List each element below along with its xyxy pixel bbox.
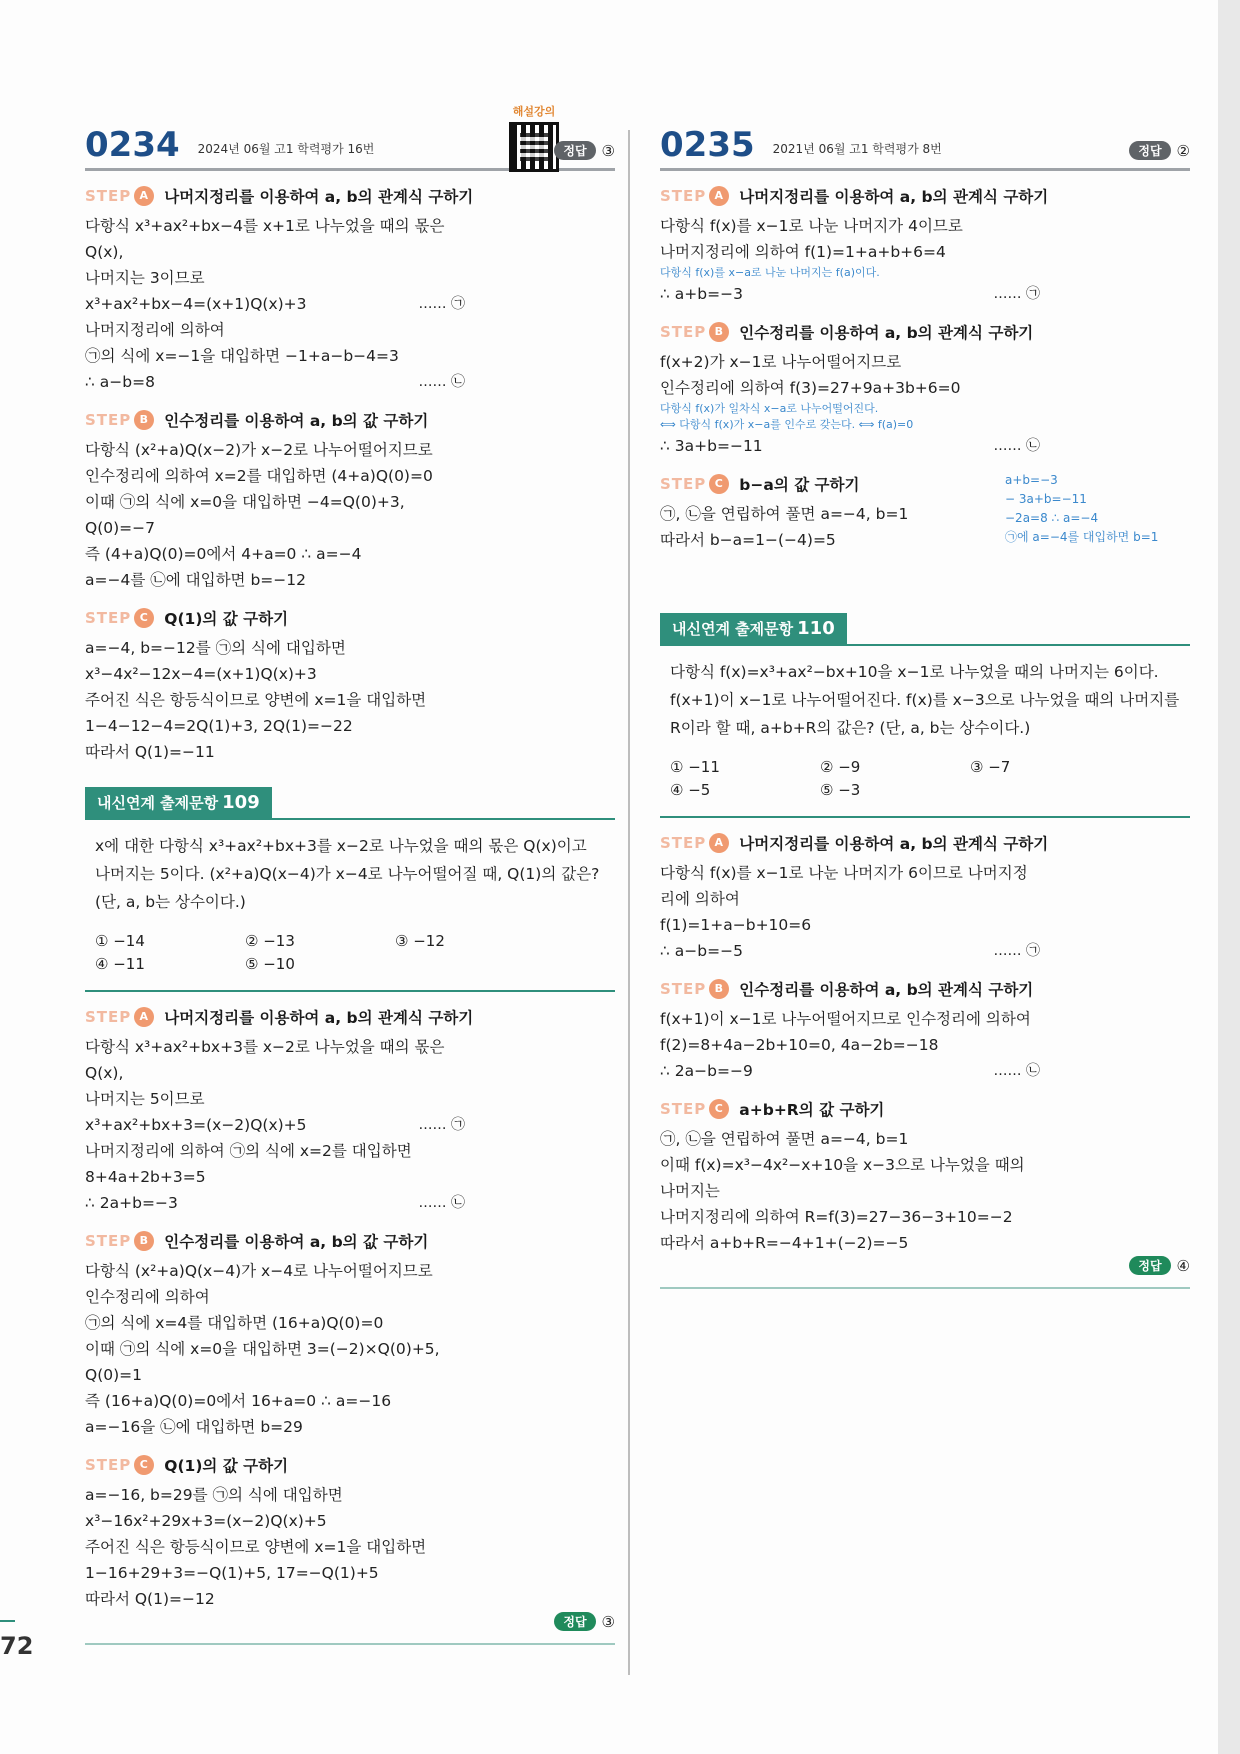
neisin-question: x에 대한 다항식 x³+ax²+bx+3를 x−2로 나누었을 때의 몫은 Q(x)이고 나머지는 5이다. (x²+a)Q(x−4)가 x−4로 나누어떨어질 때, Q(1)의 값은? (단, a, b는 상수이다.)	[95, 837, 600, 911]
step-letter-icon: C	[709, 474, 729, 494]
step-title: 나머지정리를 이용하여 a, b의 관계식 구하기	[739, 835, 1049, 853]
line-text: x³+ax²+bx−4=(x+1)Q(x)+3	[85, 295, 307, 313]
problem-source: 2021년 06월 고1 학력평가 8번	[772, 142, 942, 156]
line-text: 다항식 f(x)를 x−1로 나눈 나머지가 4이므로	[660, 217, 963, 235]
solution-line	[85, 739, 615, 765]
step-word: STEP	[660, 475, 707, 493]
final-answer-pill: 정답	[554, 1612, 595, 1631]
system-line: −2a=8 ∴ a=−4	[1005, 511, 1099, 525]
equation-tag: …… ㉠	[418, 296, 465, 312]
line-text: a=−16을 ㉡에 대입하면 b=29	[85, 1418, 303, 1436]
page-edge	[1218, 0, 1240, 1754]
line-text: a=−16, b=29를 ㉠의 식에 대입하면	[85, 1486, 343, 1504]
solution-line	[85, 687, 615, 713]
solution-line	[85, 1336, 615, 1388]
choices	[670, 756, 1180, 802]
solution-line	[85, 1534, 615, 1560]
step-title: 나머지정리를 이용하여 a, b의 관계식 구하기	[164, 188, 474, 206]
step-letter-icon: B	[134, 410, 154, 430]
step-word: STEP	[85, 411, 132, 429]
step-letter-icon: A	[709, 833, 729, 853]
step-title: 나머지정리를 이용하여 a, b의 관계식 구하기	[164, 1009, 474, 1027]
page-number-rule	[0, 1620, 15, 1622]
step-badge	[85, 608, 154, 628]
line-text: 다항식 (x²+a)Q(x−2)가 x−2로 나누어떨어지므로	[85, 441, 433, 459]
choices	[95, 930, 605, 976]
solution-line	[660, 938, 1190, 964]
solution-line	[85, 1284, 615, 1310]
solution-line	[85, 567, 615, 593]
step-word: STEP	[660, 1100, 707, 1118]
solution-line	[85, 1310, 615, 1336]
step-word: STEP	[85, 1008, 132, 1026]
problem-header	[660, 115, 1190, 171]
neisin-question: 다항식 f(x)=x³+ax²−bx+10을 x−1로 나누었을 때의 나머지는 6이다. f(x+1)이 x−1로 나누어떨어진다. f(x)를 x−3으로 나누었을 때의 나머지를 R이라 할 때, a+b+R의 값은? (단, a, b는 상수이다.)	[670, 663, 1180, 737]
line-text: 따라서 b−a=1−(−4)=5	[660, 531, 836, 549]
line-text: ∴ a−b=−5	[660, 942, 743, 960]
step-letter-icon: B	[709, 322, 729, 342]
choice-item: ④ −11	[95, 955, 145, 973]
step-letter-icon: B	[134, 1231, 154, 1251]
step-header	[660, 185, 1190, 207]
line-text: a=−4, b=−12를 ㉠의 식에 대입하면	[85, 639, 346, 657]
line-text: f(x+1)이 x−1로 나누어떨어지므로 인수정리에 의하여	[660, 1010, 1031, 1028]
solution-line	[660, 1204, 1190, 1230]
step-letter-icon: C	[709, 1099, 729, 1119]
line-text: 이때 f(x)=x³−4x²−x+10을 x−3으로 나누었을 때의 나머지는	[660, 1156, 1025, 1200]
line-text: f(1)=1+a−b+10=6	[660, 916, 812, 934]
step-title: b−a의 값 구하기	[739, 476, 860, 494]
final-answer	[660, 1256, 1190, 1275]
solution-line	[85, 1388, 615, 1414]
solution-line	[85, 1258, 615, 1284]
line-text: 나머지정리에 의하여 R=f(3)=27−36−3+10=−2	[660, 1208, 1013, 1226]
line-text: 다항식 x³+ax²+bx−4를 x+1로 나누었을 때의 몫은 Q(x),	[85, 217, 445, 261]
system-note	[1005, 471, 1158, 547]
step-badge	[660, 322, 729, 342]
line-text: x³−4x²−12x−4=(x+1)Q(x)+3	[85, 665, 317, 683]
neisin-question-box	[85, 820, 615, 992]
answer-value: ②	[1176, 141, 1190, 160]
solution-line	[85, 489, 615, 541]
solution-line	[660, 239, 1190, 265]
step-title: 인수정리를 이용하여 a, b의 값 구하기	[164, 1233, 429, 1251]
system-line: ㉠에 a=−4를 대입하면 b=1	[1005, 530, 1159, 544]
step-letter-icon: A	[709, 186, 729, 206]
left-column	[85, 105, 615, 1645]
solution-line	[85, 1586, 615, 1612]
solution-line	[85, 1138, 615, 1190]
equation-tag: …… ㉡	[418, 374, 465, 390]
equation-tag: …… ㉠	[418, 1117, 465, 1133]
line-text: ㉠의 식에 x=4를 대입하면 (16+a)Q(0)=0	[85, 1314, 384, 1332]
solution-line	[660, 349, 1190, 375]
solution-line	[85, 1086, 615, 1112]
line-text: 따라서 a+b+R=−4+1+(−2)=−5	[660, 1234, 909, 1252]
line-text: x³+ax²+bx+3=(x−2)Q(x)+5	[85, 1116, 307, 1134]
step-header	[85, 1230, 615, 1252]
problem-source: 2024년 06월 고1 학력평가 16번	[197, 142, 375, 156]
line-text: 인수정리에 의하여 f(3)=27+9a+3b+6=0	[660, 379, 961, 397]
step-badge	[85, 1455, 154, 1475]
line-text: 다항식 f(x)를 x−1로 나눈 나머지가 6이므로 나머지정리에 의하여	[660, 864, 1028, 908]
step-badge	[660, 186, 729, 206]
solution-line	[85, 1034, 615, 1086]
step-header	[660, 978, 1190, 1000]
solution-line	[85, 1414, 615, 1440]
neisin-header	[660, 613, 1190, 646]
equation-tag: …… ㉠	[993, 286, 1040, 302]
hint-note: ⟺ 다항식 f(x)가 x−a를 인수로 갖는다. ⟺ f(a)=0	[660, 418, 914, 431]
neisin-label: 내신연계 출제문항 110	[660, 613, 847, 644]
line-text: 나머지는 5이므로	[85, 1090, 205, 1108]
line-text: ∴ 2a−b=−9	[660, 1062, 753, 1080]
line-text: ㉠, ㉡을 연립하여 풀면 a=−4, b=1	[660, 505, 909, 523]
line-text: 1−16+29+3=−Q(1)+5, 17=−Q(1)+5	[85, 1564, 379, 1582]
equation-tag: …… ㉡	[993, 438, 1040, 454]
step-word: STEP	[85, 1456, 132, 1474]
final-answer-value: ③	[601, 1612, 615, 1631]
page-number: 72	[0, 1632, 34, 1660]
solution-line	[660, 433, 1190, 459]
solution-line	[85, 661, 615, 687]
solution-line	[85, 213, 615, 265]
answer-value: ③	[601, 141, 615, 160]
line-text: 주어진 식은 항등식이므로 양변에 x=1을 대입하면	[85, 1538, 427, 1556]
answer-pill: 정답	[1129, 141, 1170, 160]
solution-line	[85, 265, 615, 291]
solution-line	[85, 713, 615, 739]
step-header	[85, 185, 615, 207]
step-title: 나머지정리를 이용하여 a, b의 관계식 구하기	[739, 188, 1049, 206]
solution-line	[660, 281, 1190, 307]
system-line: − 3a+b=−11	[1005, 492, 1087, 506]
equation-tag: …… ㉠	[993, 943, 1040, 959]
solution-line	[85, 369, 615, 395]
line-text: 나머지정리에 의하여	[85, 321, 225, 339]
choice-item: ① −14	[95, 932, 145, 950]
end-rule	[660, 1287, 1190, 1289]
qr-label: 해설강의	[512, 105, 556, 118]
line-text: 나머지는 3이므로	[85, 269, 205, 287]
step-title: 인수정리를 이용하여 a, b의 값 구하기	[164, 412, 429, 430]
problem-header	[85, 105, 615, 171]
step-word: STEP	[660, 323, 707, 341]
line-text: ∴ 2a+b=−3	[85, 1194, 178, 1212]
line-text: ㉠, ㉡을 연립하여 풀면 a=−4, b=1	[660, 1130, 909, 1148]
qr-icon	[509, 122, 559, 172]
solution-steps-2	[660, 832, 1190, 1256]
step-header	[85, 1006, 615, 1028]
line-text: f(x+2)가 x−1로 나누어떨어지므로	[660, 353, 902, 371]
neisin-number: 110	[797, 618, 835, 639]
step-badge	[85, 1007, 154, 1027]
line-text: 이때 ㉠의 식에 x=0을 대입하면 3=(−2)×Q(0)+5, Q(0)=1	[85, 1340, 440, 1384]
step-badge	[660, 833, 729, 853]
solution-line	[660, 1230, 1190, 1256]
choice-item: ② −9	[820, 758, 861, 776]
answer-box	[1129, 141, 1190, 160]
solution-wrap	[660, 185, 1190, 553]
step-letter-icon: A	[134, 186, 154, 206]
solution-steps-2	[85, 1006, 615, 1612]
line-text: x³−16x²+29x+3=(x−2)Q(x)+5	[85, 1512, 327, 1530]
step-letter-icon: B	[709, 979, 729, 999]
solution-line	[85, 541, 615, 567]
solution-line	[85, 317, 615, 343]
choice-item: ⑤ −10	[245, 955, 295, 973]
choice-item: ③ −12	[395, 932, 445, 950]
line-text: 즉 (16+a)Q(0)=0에서 16+a=0 ∴ a=−16	[85, 1392, 392, 1410]
hint-note: 다항식 f(x)를 x−a로 나눈 나머지는 f(a)이다.	[660, 266, 880, 279]
choice-item: ② −13	[245, 932, 295, 950]
step-word: STEP	[660, 834, 707, 852]
solution-steps	[85, 185, 615, 765]
step-badge	[85, 1231, 154, 1251]
choice-item: ④ −5	[670, 781, 711, 799]
hint-note: 다항식 f(x)가 일차식 x−a로 나누어떨어진다.	[660, 402, 879, 415]
line-text: 1−4−12−4=2Q(1)+3, 2Q(1)=−22	[85, 717, 353, 735]
solution-line	[660, 1058, 1190, 1084]
solution-line	[660, 1126, 1190, 1152]
equation-tag: …… ㉡	[993, 1063, 1040, 1079]
step-title: a+b+R의 값 구하기	[739, 1101, 885, 1119]
solution-line	[85, 1112, 615, 1138]
step-header	[85, 607, 615, 629]
step-badge	[660, 1099, 729, 1119]
end-rule	[85, 1643, 615, 1645]
neisin-number: 109	[222, 792, 260, 813]
step-title: 인수정리를 이용하여 a, b의 관계식 구하기	[739, 981, 1034, 999]
line-text: 인수정리에 의하여	[85, 1288, 210, 1306]
step-header	[660, 832, 1190, 854]
choice-item: ⑤ −3	[820, 781, 861, 799]
solution-line	[660, 912, 1190, 938]
step-badge	[85, 410, 154, 430]
step-title: Q(1)의 값 구하기	[164, 610, 289, 628]
solution-line	[85, 1560, 615, 1586]
solution-line	[85, 1508, 615, 1534]
problem-number: 0234	[85, 125, 180, 165]
line-text: 다항식 (x²+a)Q(x−4)가 x−4로 나누어떨어지므로	[85, 1262, 433, 1280]
step-badge	[660, 979, 729, 999]
line-text: ∴ a+b=−3	[660, 285, 743, 303]
step-word: STEP	[85, 609, 132, 627]
step-title: 인수정리를 이용하여 a, b의 관계식 구하기	[739, 324, 1034, 342]
line-text: 따라서 Q(1)=−12	[85, 1590, 215, 1608]
solution-line	[660, 1032, 1190, 1058]
answer-box	[554, 141, 615, 160]
solution-line	[660, 213, 1190, 239]
line-text: 즉 (4+a)Q(0)=0에서 4+a=0 ∴ a=−4	[85, 545, 362, 563]
line-text: a=−4를 ㉡에 대입하면 b=−12	[85, 571, 306, 589]
solution-line	[660, 375, 1190, 401]
line-text: ∴ 3a+b=−11	[660, 437, 763, 455]
solution-line	[85, 1190, 615, 1216]
final-answer	[85, 1612, 615, 1631]
solution-line	[85, 343, 615, 369]
answer-pill: 정답	[554, 141, 595, 160]
solution-line	[85, 291, 615, 317]
line-text: ∴ a−b=8	[85, 373, 155, 391]
neisin-question-box	[660, 646, 1190, 818]
final-answer-pill: 정답	[1129, 1256, 1170, 1275]
equation-tag: …… ㉡	[418, 1195, 465, 1211]
line-text: 이때 ㉠의 식에 x=0을 대입하면 −4=Q(0)+3, Q(0)=−7	[85, 493, 405, 537]
step-word: STEP	[660, 980, 707, 998]
solution-line	[85, 1482, 615, 1508]
step-word: STEP	[85, 187, 132, 205]
system-line: a+b=−3	[1005, 473, 1058, 487]
step-header	[660, 321, 1190, 343]
step-title: Q(1)의 값 구하기	[164, 1457, 289, 1475]
line-text: 주어진 식은 항등식이므로 양변에 x=1을 대입하면	[85, 691, 427, 709]
step-badge	[660, 474, 729, 494]
step-letter-icon: C	[134, 608, 154, 628]
neisin-label: 내신연계 출제문항 109	[85, 787, 272, 818]
line-text: 나머지정리에 의하여 ㉠의 식에 x=2를 대입하면 8+4a+2b+3=5	[85, 1142, 412, 1186]
qr-code[interactable]	[509, 103, 559, 172]
step-letter-icon: C	[134, 1455, 154, 1475]
solution-line	[85, 463, 615, 489]
step-header	[85, 409, 615, 431]
step-word: STEP	[85, 1232, 132, 1250]
step-letter-icon: A	[134, 1007, 154, 1027]
line-text: 다항식 x³+ax²+bx+3를 x−2로 나누었을 때의 몫은 Q(x),	[85, 1038, 445, 1082]
problem-number: 0235	[660, 125, 755, 165]
solution-line	[660, 1006, 1190, 1032]
right-column	[660, 115, 1190, 1289]
solution-line	[660, 1152, 1190, 1204]
solution-line	[660, 860, 1190, 912]
solution-line	[85, 437, 615, 463]
line-text: 인수정리에 의하여 x=2를 대입하면 (4+a)Q(0)=0	[85, 467, 433, 485]
step-header	[85, 1454, 615, 1476]
final-answer-value: ④	[1176, 1256, 1190, 1275]
line-text: f(2)=8+4a−2b+10=0, 4a−2b=−18	[660, 1036, 939, 1054]
line-text: 따라서 Q(1)=−11	[85, 743, 215, 761]
neisin-header	[85, 787, 615, 820]
line-text: ㉠의 식에 x=−1을 대입하면 −1+a−b−4=3	[85, 347, 399, 365]
column-divider	[628, 130, 630, 1675]
choice-item: ① −11	[670, 758, 720, 776]
step-badge	[85, 186, 154, 206]
solution-line	[85, 635, 615, 661]
choice-item: ③ −7	[970, 758, 1011, 776]
step-word: STEP	[660, 187, 707, 205]
step-header	[660, 1098, 1190, 1120]
line-text: 나머지정리에 의하여 f(1)=1+a+b+6=4	[660, 243, 946, 261]
